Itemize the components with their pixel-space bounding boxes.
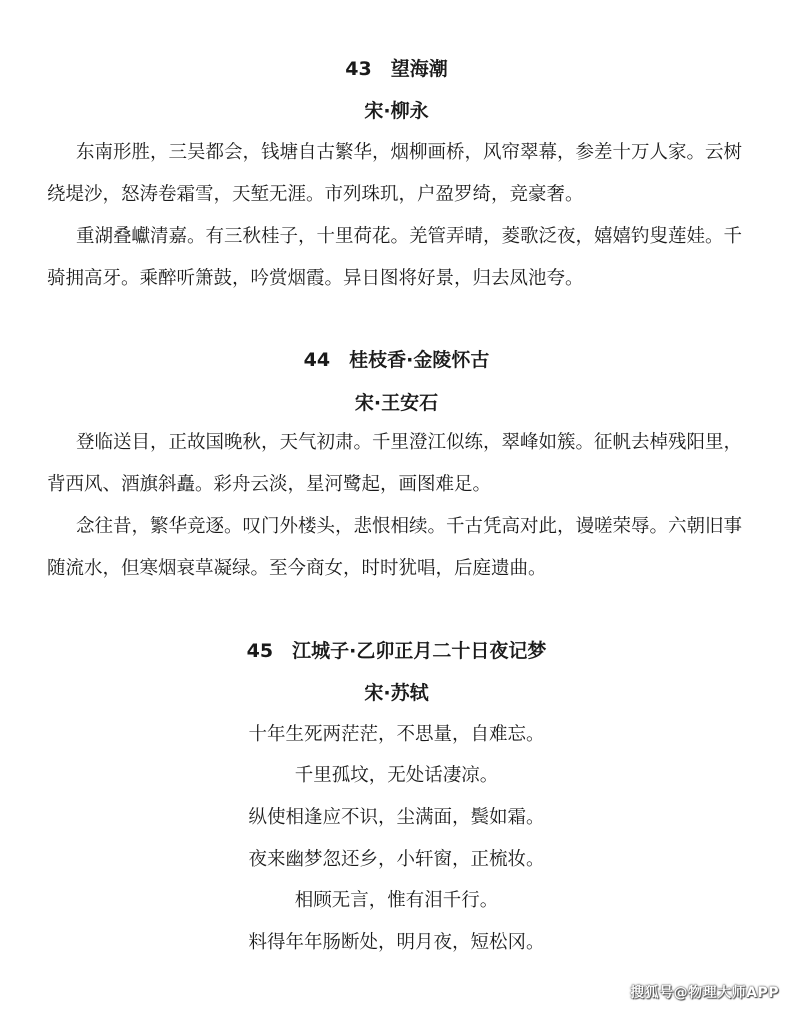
poem-paragraph: 登临送目，正故国晚秋，天气初肃。千里澄江似练，翠峰如簇。征帆去棹残阳里，背西风、酒旗斜矗。彩舟云淡，星河鹭起，画图难足。: [47, 432, 743, 495]
poem-line: 相顾无言，惟有泪千行。: [294, 890, 499, 911]
poem-line: 十年生死两茫茫，不思量，自难忘。: [248, 724, 545, 745]
poem-title: 43 望海潮: [345, 58, 448, 80]
poem-line: 千里孤坟，无处话凄凉。: [294, 765, 499, 786]
poem-title: 45 江城子·乙卯正月二十日夜记梦: [246, 640, 547, 662]
poem-author: 宋·苏轼: [364, 682, 429, 704]
poem-paragraph: 东南形胜，三吴都会，钱塘自古繁华，烟柳画桥，风帘翠幕，参差十万人家。云树绕堤沙，怒涛卷霜雪，天堑无涯。市列珠玑，户盈罗绮，竞豪奢。: [47, 142, 743, 205]
poem-title: 44 桂枝香·金陵怀古: [303, 349, 490, 371]
poem-line: 料得年年肠断处，明月夜，短松冈。: [248, 932, 545, 953]
poem-author: 宋·王安石: [354, 392, 439, 414]
watermark: 搜狐号@物理大师APP: [630, 985, 779, 1001]
poem-line: 夜来幽梦忽还乡，小轩窗，正梳妆。: [248, 849, 545, 870]
poem-author: 宋·柳永: [364, 100, 429, 122]
poem-line: 纵使相逢应不识，尘满面，鬓如霜。: [248, 807, 545, 828]
poem-paragraph: 重湖叠巘清嘉。有三秋桂子，十里荷花。羌管弄晴，菱歌泛夜，嬉嬉钓叟莲娃。千骑拥高牙。乘醉听箫鼓，吟赏烟霞。异日图将好景，归去凤池夸。: [47, 226, 743, 289]
poem-paragraph: 念往昔，繁华竞逐。叹门外楼头，悲恨相续。千古凭高对此，谩嗟荣辱。六朝旧事随流水，但寒烟衰草凝绿。至今商女，时时犹唱，后庭遗曲。: [47, 516, 743, 579]
